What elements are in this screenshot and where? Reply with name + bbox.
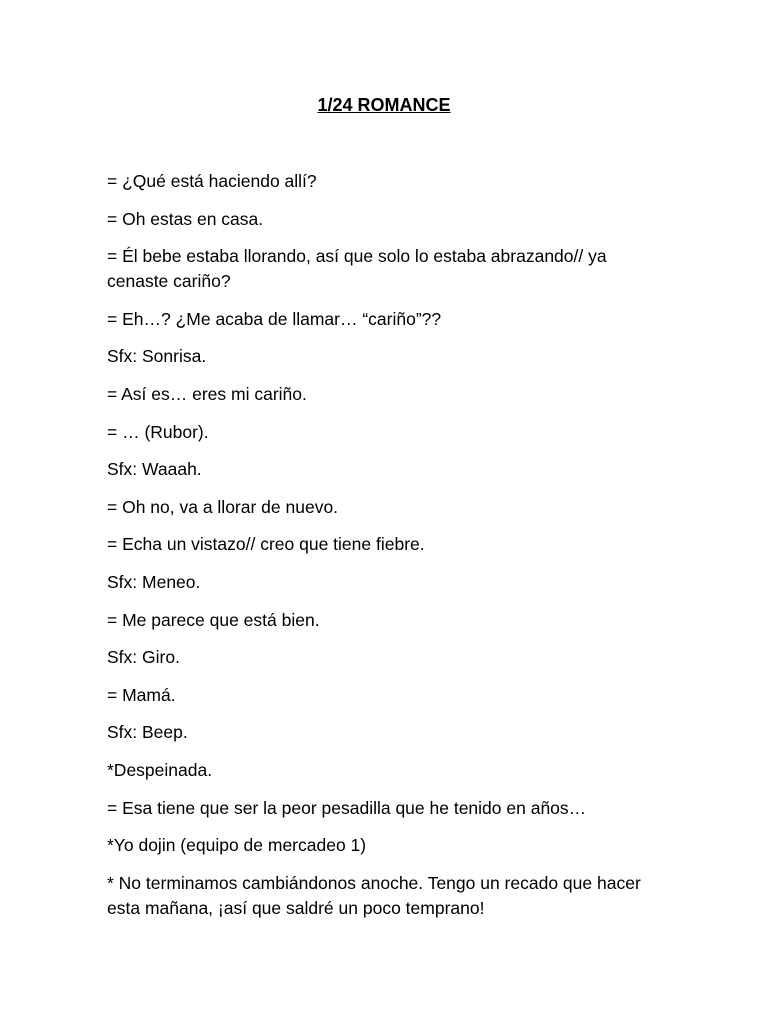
script-line: = Mamá. — [107, 684, 176, 705]
script-line: = Me parece que está bien. — [107, 609, 320, 630]
script-line: Sfx: Sonrisa. — [107, 346, 207, 367]
script-line: = Así es… eres mi cariño. — [107, 383, 307, 404]
script-line: = Oh no, va a llorar de nuevo. — [107, 496, 339, 517]
script-line: *Despeinada. — [107, 759, 213, 780]
script-line: Sfx: Beep. — [107, 722, 188, 743]
script-line: = Echa un vistazo// creo que tiene fiebre. — [107, 534, 425, 555]
script-line: = Eh…? ¿Me acaba de llamar… “cariño”?? — [107, 308, 442, 329]
script-line: Sfx: Waaah. — [107, 459, 202, 480]
script-line: = Él bebe estaba llorando, así que solo lo estaba abrazando// ya cenaste cariño? — [107, 246, 607, 292]
script-line: = … (Rubor). — [107, 421, 209, 442]
script-line: Sfx: Giro. — [107, 647, 180, 668]
script-line: * No terminamos cambiándonos anoche. Tengo un recado que hacer esta mañana, ¡así que saldré un poco temprano! — [107, 872, 641, 918]
script-line: = ¿Qué está haciendo allí? — [107, 171, 317, 191]
script-line: *Yo dojin (equipo de mercadeo 1) — [107, 835, 367, 856]
script-line: = Oh estas en casa. — [107, 208, 264, 229]
script-line: Sfx: Meneo. — [107, 571, 201, 592]
script-line: = Esa tiene que ser la peor pesadilla que he tenido en años… — [107, 797, 587, 818]
script-lines — [107, 169, 667, 933]
page-title: 1/24 ROMANCE — [317, 95, 451, 115]
